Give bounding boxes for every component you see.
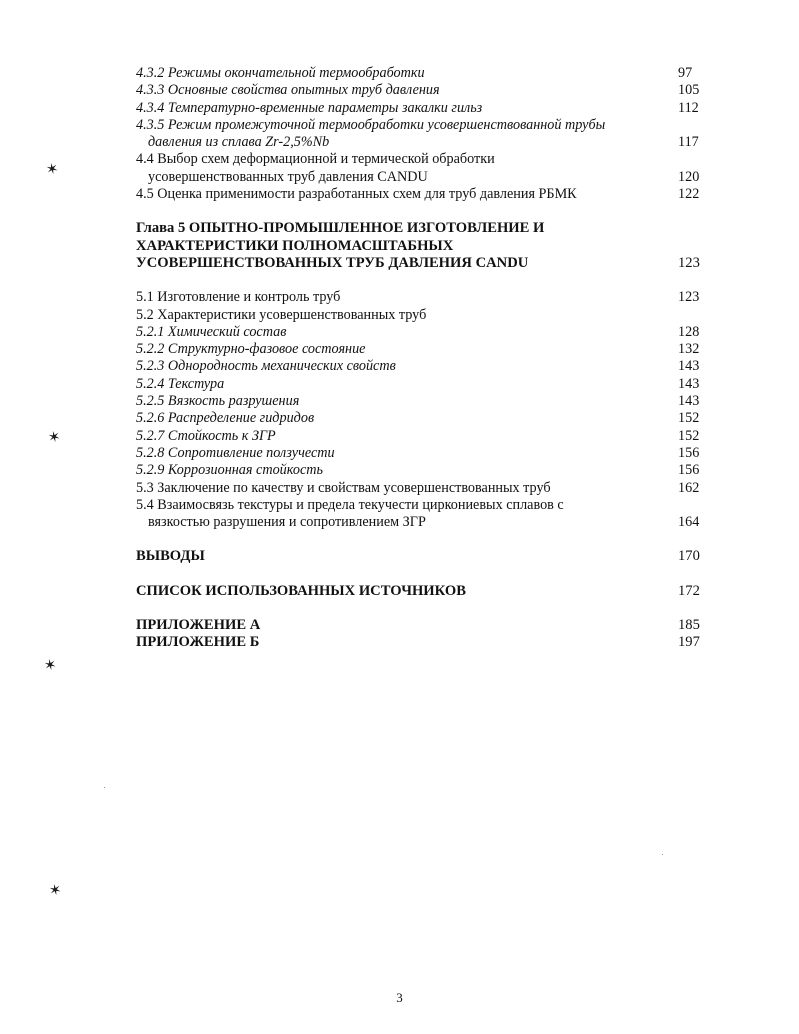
- toc-entry-5-3: 5.3 Заключение по качеству и свойствам усовершенствованных труб 162: [136, 479, 700, 496]
- chapter-5-heading-line-2: ХАРАКТЕРИСТИКИ ПОЛНОМАСШТАБНЫХ: [136, 237, 454, 254]
- toc-entry-5-2-5: 5.2.5 Вязкость разрушения 143: [136, 393, 700, 410]
- toc-entry-4-3-5: 4.3.5 Режим промежуточной термообработки усовершенствованной трубы: [136, 116, 606, 133]
- toc-entry-5-2-9: 5.2.9 Коррозионная стойкость 156: [136, 462, 700, 479]
- toc-entry-4-3-3: 4.3.3 Основные свойства опытных труб давления 105: [136, 82, 700, 99]
- scan-mark-icon: ✶: [47, 881, 64, 901]
- toc-entry-appendix-b: ПРИЛОЖЕНИЕ Б 197: [136, 634, 700, 651]
- toc-entry-5-4: 5.4 Взаимосвязь текстуры и предела текучести циркониевых сплавов с: [136, 496, 564, 513]
- toc-entry-references: СПИСОК ИСПОЛЬЗОВАННЫХ ИСТОЧНИКОВ 172: [136, 582, 700, 599]
- chapter-5-heading-line-1: Глава 5 ОПЫТНО-ПРОМЫШЛЕННОЕ ИЗГОТОВЛЕНИЕ И: [136, 220, 545, 237]
- toc-entry-5-2-2: 5.2.2 Структурно-фазовое состояние 132: [136, 341, 700, 358]
- toc-entry-5-2-4: 5.2.4 Текстура 143: [136, 375, 700, 392]
- toc-entry-conclusions: ВЫВОДЫ 170: [136, 548, 700, 565]
- toc-entry-4-3-4: 4.3.4 Температурно-временные параметры закалки гильз 112: [136, 99, 699, 116]
- scan-mark-icon: ✶: [44, 160, 61, 180]
- toc-entry-5-2-8: 5.2.8 Сопротивление ползучести 156: [136, 444, 700, 461]
- toc-entry-4-3-5-cont: давления из сплава Zr-2,5%Nb 117: [148, 134, 699, 151]
- scan-mark-icon: ✶: [46, 428, 63, 448]
- table-of-contents: [136, 65, 702, 652]
- toc-entry-4-4-cont: усовершенствованных труб давления CANDU 120: [148, 168, 700, 185]
- spacer: [136, 600, 702, 617]
- scan-speck: [104, 787, 105, 788]
- toc-entry-5-2-3: 5.2.3 Однородность механических свойств 143: [136, 358, 700, 375]
- toc-entry-5-1: 5.1 Изготовление и контроль труб 123: [136, 289, 700, 306]
- spacer: [136, 531, 702, 548]
- toc-entry-5-4-cont: вязкостью разрушения и сопротивлением ЗГР 164: [148, 514, 700, 531]
- toc-entry-5-2-7: 5.2.7 Стойкость к ЗГР 152: [136, 427, 700, 444]
- spacer: [136, 566, 702, 583]
- toc-entry-5-2: 5.2 Характеристики усовершенствованных труб: [136, 306, 427, 323]
- toc-entry-5-2-1: 5.2.1 Химический состав 128: [136, 323, 700, 340]
- toc-entry-4-3-2: 4.3.2 Режимы окончательной термообработки 97: [136, 65, 693, 81]
- toc-entry-appendix-a: ПРИЛОЖЕНИЕ А 185: [136, 617, 700, 634]
- toc-entry-4-5: 4.5 Оценка применимости разработанных схем для труб давления РБМК 122: [136, 186, 700, 203]
- toc-entry-4-4: 4.4 Выбор схем деформационной и термической обработки: [136, 151, 495, 168]
- spacer: [136, 203, 702, 220]
- chapter-5-heading-line-3: УСОВЕРШЕНСТВОВАННЫХ ТРУБ ДАВЛЕНИЯ CANDU 123: [136, 254, 700, 271]
- spacer: [136, 272, 702, 289]
- scan-speck: [662, 854, 663, 855]
- scan-mark-icon: ✶: [42, 656, 59, 676]
- toc-entry-5-2-6: 5.2.6 Распределение гидридов 152: [136, 410, 700, 427]
- page-number: 3: [396, 990, 403, 1005]
